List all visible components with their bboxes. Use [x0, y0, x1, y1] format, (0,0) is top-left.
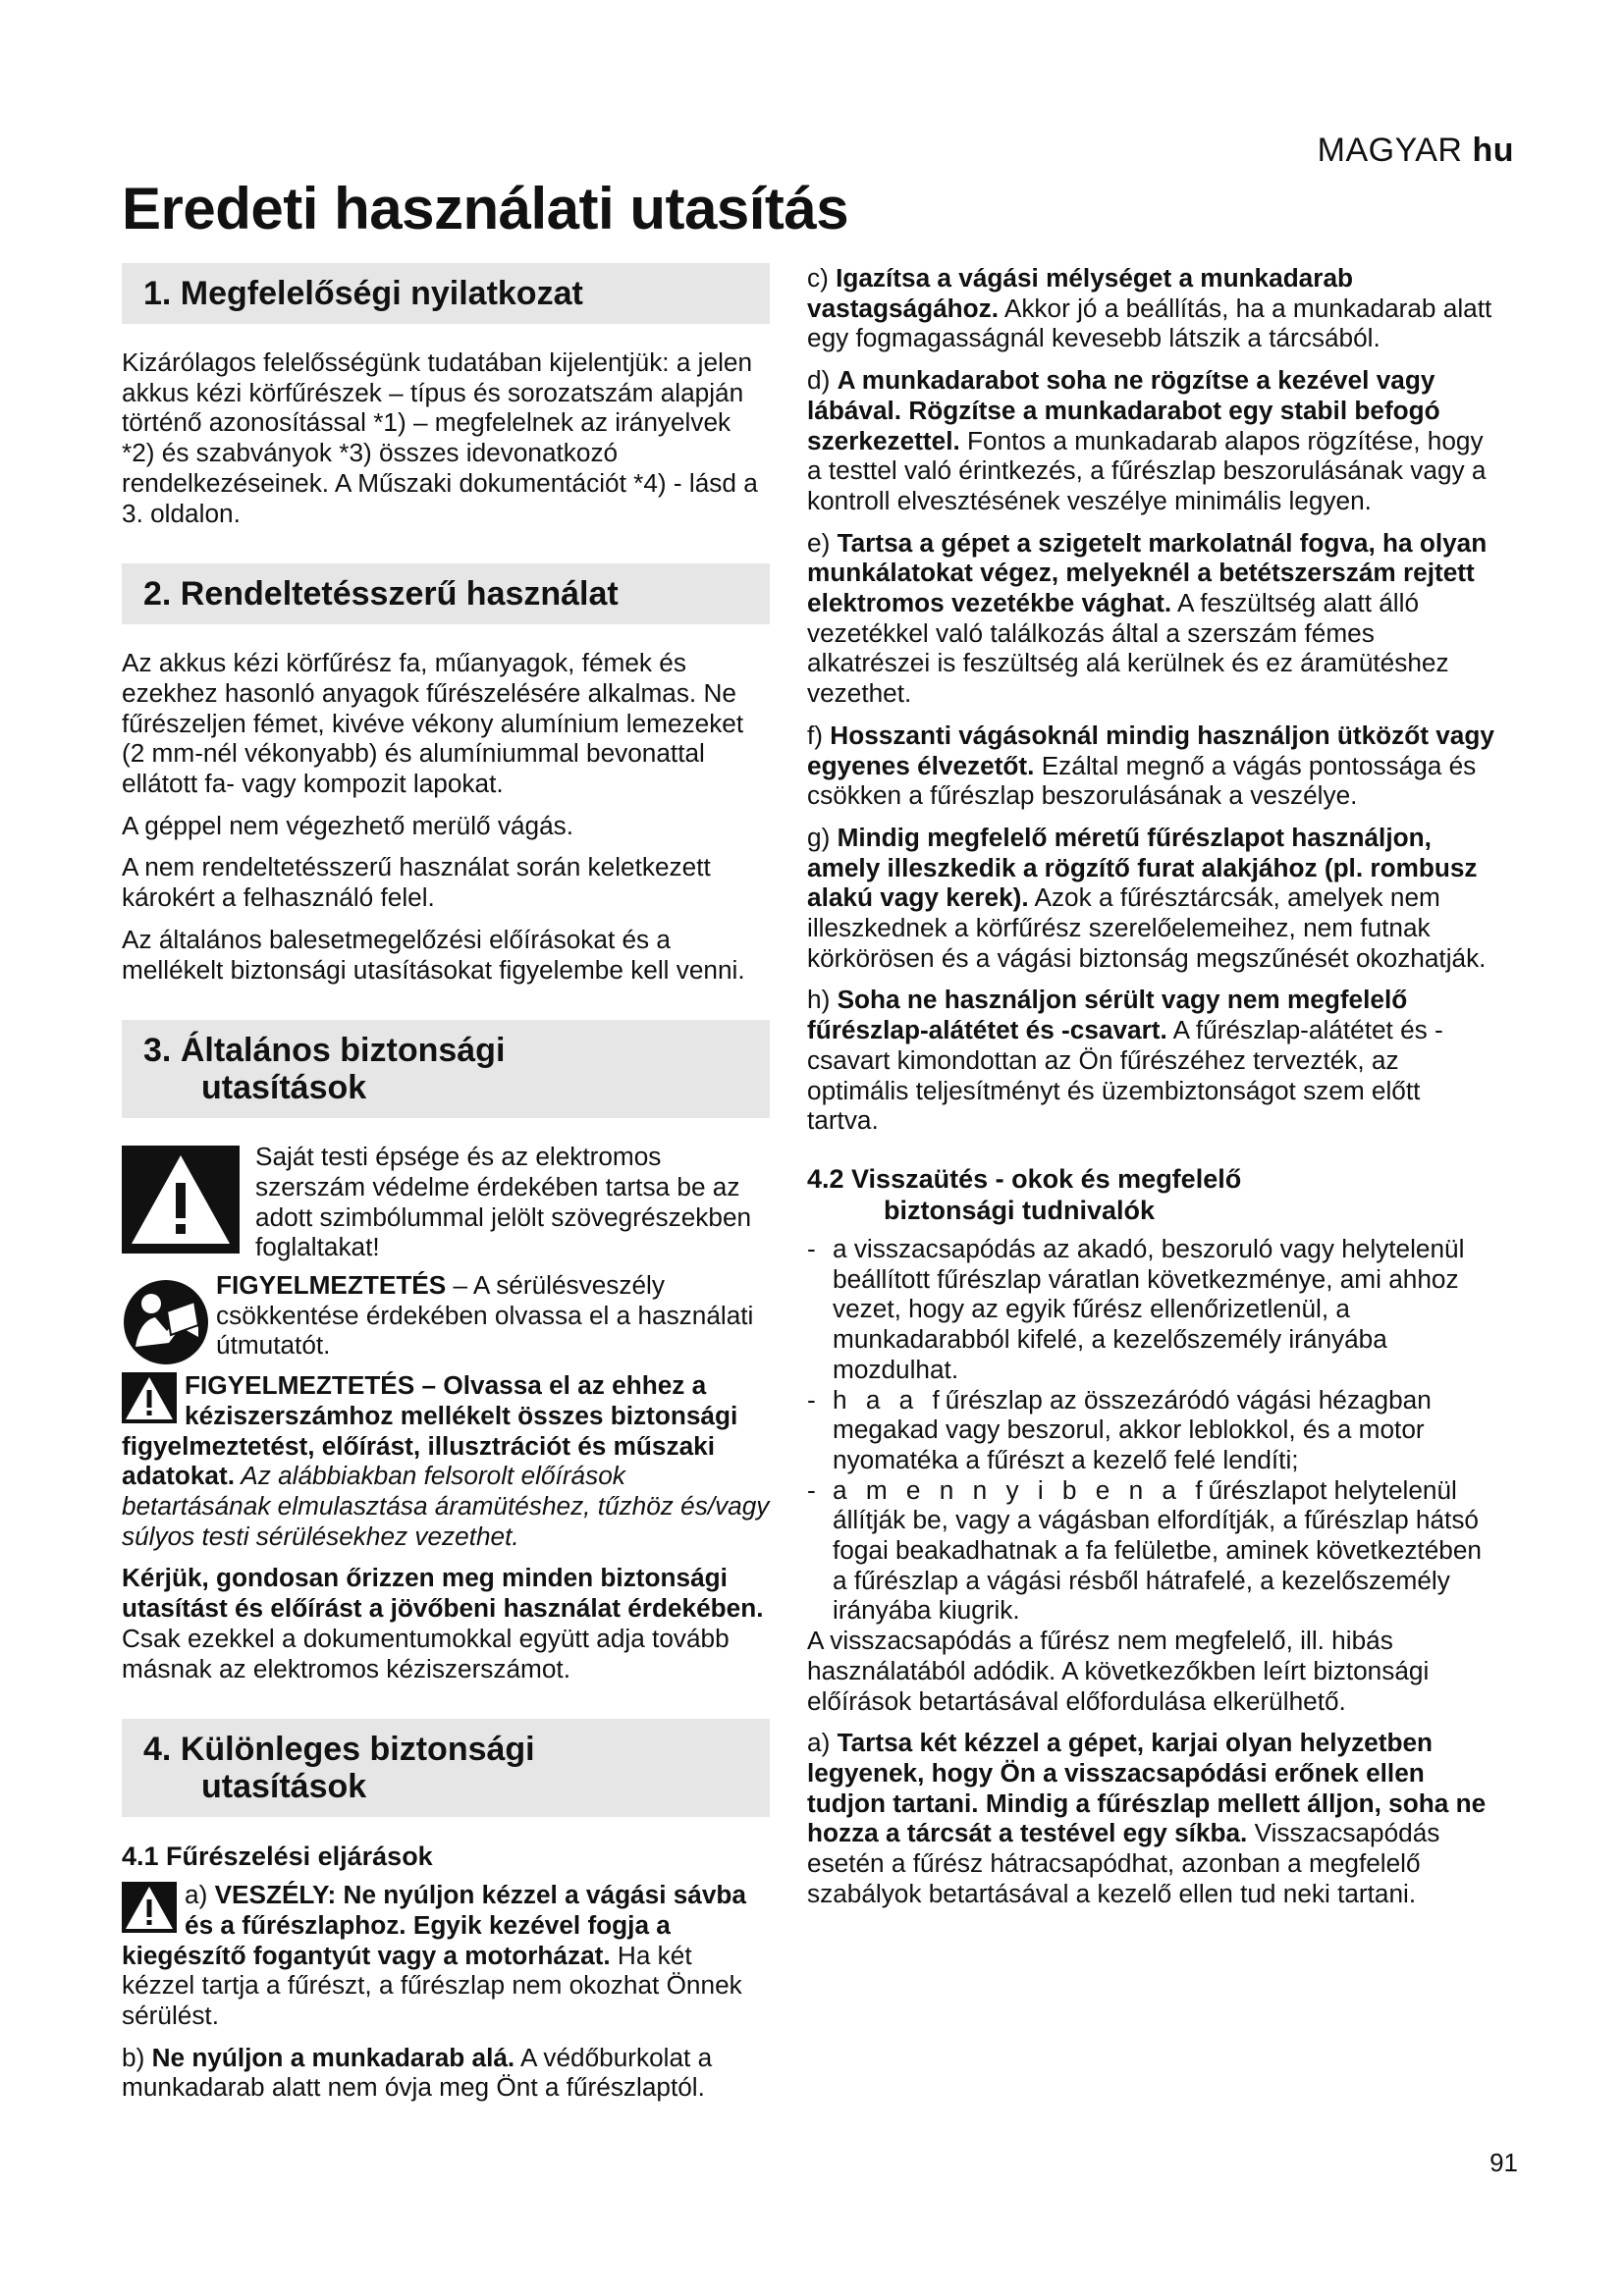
- item-f-text: Ezáltal megnő a vágás pontossága és csökken a fűrészlap beszorulásának a veszélye.: [807, 750, 1477, 811]
- item-e-text: A feszültség alatt álló vezetékkel való találkozás által a szerszám fémes alkatrészei is feszültség alá kerülnek és ez áramütéshez vezethet.: [807, 588, 1449, 709]
- section-2-p2: A géppel nem végezhető merülő vágás.: [122, 810, 574, 840]
- keep-instructions-bold: Kérjük, gondosan őrizzen meg minden biztonsági utasítást és előírást a jövőbeni használat érdekében.: [122, 1563, 764, 1624]
- read-manual-warning-text: – A sérülésveszély csökkentése érdekében olvassa el a használati útmutatót.: [216, 1270, 754, 1361]
- item-c-bold: Igazítsa a vágási mélységet a munkadarab vastagságához.: [807, 263, 1354, 323]
- pass-on-text: Csak ezekkel a dokumentumokkal együtt adja tovább másnak az elektromos kéziszerszámot.: [122, 1623, 730, 1683]
- kickback-item-a-paragraph: [807, 1728, 1498, 1908]
- item-d-bold: A munkadarabot soha ne rögzítse a kezével vagy lábával. Rögzítse a munkadarabot egy stabil befogó szerkezettel.: [807, 365, 1440, 455]
- list-item-spaced-lead: h a a f: [833, 1384, 946, 1415]
- general-warning-bold: FIGYELMEZTETÉS – Olvassa el az ehhez a kéziszerszámhoz mellékelt összes biztonsági figyelmeztetést, előírást, illusztrációt és műszaki adatokat.: [122, 1370, 738, 1491]
- left-column: [122, 263, 770, 2114]
- section-3-heading: [122, 1020, 770, 1118]
- section-3-title-line1: Általános biztonsági: [180, 1032, 506, 1070]
- kickback-summary: A visszacsapódás a fűrész nem megfelelő, ill. hibás használatából adódik. A következőkben leírt biztonsági előírások betartásával előfordulása elkerülhető.: [807, 1626, 1430, 1716]
- item-c-paragraph: [807, 263, 1498, 353]
- kickback-item-a-prefix: a): [807, 1728, 838, 1758]
- list-item-text: űrészlap az összezáródó vágási hézagban megakad vagy beszorul, akkor leblokkol, és a motor nyomatéka a fűrészt a kezelő felé lendíti;: [833, 1384, 1432, 1474]
- item-c-prefix: c): [807, 263, 837, 293]
- section-4-heading: [122, 1719, 770, 1817]
- item-b-paragraph: [122, 2043, 770, 2103]
- item-e-paragraph: [807, 528, 1498, 709]
- item-f-paragraph: [807, 721, 1498, 811]
- general-warning-paragraph: [122, 1370, 770, 1551]
- item-f-bold: Hosszanti vágásoknál mindig használjon ütközőt vagy egyenes élvezetőt.: [807, 720, 1494, 780]
- read-manual-icon: [122, 1278, 210, 1366]
- language-name: MAGYAR: [1317, 132, 1463, 169]
- warning-triangle-icon: [122, 1372, 177, 1423]
- kickback-item-a-bold: Tartsa két kézzel a gépet, karjai olyan helyzetben legyenek, hogy Ön a visszacsapódási erőnek ellen tudjon tartani. Mindig a fűrészlap mellett álljon, soha ne hozza a tárcsát a testével egy síkba.: [807, 1728, 1487, 1848]
- item-h-bold: Soha ne használjon sérült vagy nem megfelelő fűrészlap-alátétet és -csavart.: [807, 985, 1408, 1045]
- section-4-title-line2: utasítások: [201, 1768, 367, 1806]
- subsection-4-2-heading: [807, 1163, 1498, 1226]
- item-h-prefix: h): [807, 985, 838, 1015]
- item-a-paragraph: [122, 1880, 770, 2031]
- warning-symbol-block: [122, 1142, 770, 1262]
- list-item: [807, 1475, 1498, 1627]
- section-1-text: Kizárólagos felelősségünk tudatában kijelentjük: a jelen akkus kézi körfűrészek – típus és sorozatszám alapján történő azonosítással *1) – megfelelnek az irányelvek *2) és szabványok *3) összes idevonatkozó rendelkezéseinek. A Műszaki dokumentációt *4) - lásd a 3. oldalon.: [122, 347, 758, 528]
- section-2-heading: 2. Rendeltetésszerű használat: [122, 563, 770, 624]
- subsection-4-1-heading: 4.1 Fűrészelési eljárások: [122, 1842, 433, 1872]
- item-g-prefix: g): [807, 822, 838, 852]
- item-b-bold: Ne nyúljon a munkadarab alá.: [151, 2042, 515, 2072]
- section-1-heading: 1. Megfelelőségi nyilatkozat: [122, 263, 770, 324]
- language-code: hu: [1472, 132, 1514, 169]
- section-4-title-line1: Különleges biztonsági: [180, 1731, 535, 1769]
- warning-triangle-icon: [122, 1146, 240, 1254]
- list-item-text: űrészlapot helytelenül állítják be, vagy a vágásban elfordítják, a fűrészlap hátsó fogai beakadhatnak a fa felületbe, aminek következtében a fűrészlap a vágási résből hátrafelé, a kezelőszemély irányába kiugrik.: [833, 1474, 1482, 1626]
- subsection-4-2-line2: biztonsági tudnivalók: [884, 1195, 1156, 1225]
- language-label: [1318, 132, 1514, 170]
- section-4-number: 4.: [143, 1731, 172, 1769]
- item-h-text: A fűrészlap-alátétet és -csavart kimondottan az Ön fűrészéhez tervezték, az optimális teljesítményt és üzembiztonságot szem előtt tartva.: [807, 1015, 1443, 1136]
- item-f-prefix: f): [807, 720, 831, 750]
- list-item: [807, 1385, 1498, 1475]
- read-manual-warning-bold: FIGYELMEZTETÉS: [216, 1270, 447, 1301]
- general-warning-italic: Az alábbiakban felsorolt előírások betartásának elmulasztása áramütéshez, tűzhöz és/vagy súlyos testi sérülésekhez vezethet.: [122, 1461, 770, 1551]
- section-2-p3: A nem rendeltetésszerű használat során keletkezett károkért a felhasználó felel.: [122, 852, 711, 913]
- subsection-4-2-line1: 4.2 Visszaütés - okok és megfelelő: [807, 1163, 1242, 1194]
- keep-instructions-paragraph: [122, 1563, 770, 1623]
- item-c-text: Akkor jó a beállítás, ha a munkadarab alatt egy fogmagasságnál kevesebb látszik a tárcsából.: [807, 293, 1492, 353]
- item-h-paragraph: [807, 985, 1498, 1136]
- item-a-prefix: a): [185, 1880, 215, 1910]
- section-2-p1: Az akkus kézi körfűrész fa, műanyagok, fémek és ezekhez hasonló anyagok fűrészelésére alkalmas. Ne fűrészeljen fémet, kivéve vékony alumínium lemezeket (2 mm-nél vékonyabb) és alumíniummal bevonattal ellátott fa- vagy kompozit lapokat.: [122, 648, 744, 799]
- right-column: [807, 263, 1498, 1920]
- warning-triangle-icon: [122, 1882, 177, 1933]
- item-a-bold: VESZÉLY: Ne nyúljon kézzel a vágási sávba és a fűrészlaphoz. Egyik kezével fogja a kiegészítő fogantyút vagy a motorházat.: [122, 1880, 746, 1970]
- section-2-p4: Az általános balesetmegelőzési előírásokat és a mellékelt biztonsági utasításokat figyelembe kell venni.: [122, 924, 745, 985]
- item-a-text: Ha két kézzel tartja a fűrészt, a fűrészlap nem okozhat Önnek sérülést.: [122, 1940, 742, 2031]
- item-e-prefix: e): [807, 527, 838, 558]
- list-item: - a visszacsapódás az akadó, beszoruló vagy helytelenül beállított fűrészlap váratlan következménye, ami ahhoz vezet, hogy az egyik fűrész ellenőrizetlenül, a munkadarabból kifelé, a kezelőszemély irányába mozdulhat.: [807, 1234, 1498, 1385]
- read-manual-block: [122, 1270, 770, 1361]
- kickback-causes-list: [807, 1234, 1498, 1626]
- document-title: Eredeti használati utasítás: [122, 176, 849, 241]
- section-3-number: 3.: [143, 1032, 172, 1070]
- item-g-bold: Mindig megfelelő méretű fűrészlapot használjon, amely illeszkedik a rögzítő furat alakjához (pl. rombusz alakú vagy kerek).: [807, 822, 1478, 913]
- section-3-title-line2: utasítások: [201, 1069, 367, 1107]
- warning-symbol-text: Saját testi épsége és az elektromos szerszám védelme érdekében tartsa be az adott szimbólummal jelölt szövegrészekben foglaltakat!: [255, 1142, 752, 1262]
- item-g-paragraph: [807, 823, 1498, 974]
- list-item-spaced-lead: a m e n n y i b e n a f: [833, 1474, 1209, 1505]
- page-number: 91: [1489, 2148, 1518, 2177]
- item-e-bold: Tartsa a gépet a szigetelt markolatnál fogva, ha olyan munkálatokat végez, melyeknél a betétszerszám rejtett elektromos vezetékbe vághat.: [807, 527, 1488, 618]
- item-d-prefix: d): [807, 365, 838, 396]
- item-d-paragraph: [807, 365, 1498, 516]
- item-b-text: A védőburkolat a munkadarab alatt nem óvja meg Önt a fűrészlaptól.: [122, 2042, 713, 2103]
- item-g-text: Azok a fűrésztárcsák, amelyek nem illeszkednek a körfűrész szerelőelemeihez, nem futnak körkörösen és a vágási biztonság megszűnését okozhatják.: [807, 882, 1487, 973]
- item-d-text: Fontos a munkadarab alapos rögzítése, hogy a testtel való érintkezés, a fűrészlap beszorulásának vagy a kontroll elvesztésének veszélye minimális legyen.: [807, 425, 1487, 515]
- item-b-prefix: b): [122, 2042, 152, 2072]
- kickback-item-a-text: Visszacsapódás esetén a fűrész hátracsapódhat, azonban a megfelelő szabályok betartásával a kezelő ellen tud neki tartani.: [807, 1818, 1440, 1908]
